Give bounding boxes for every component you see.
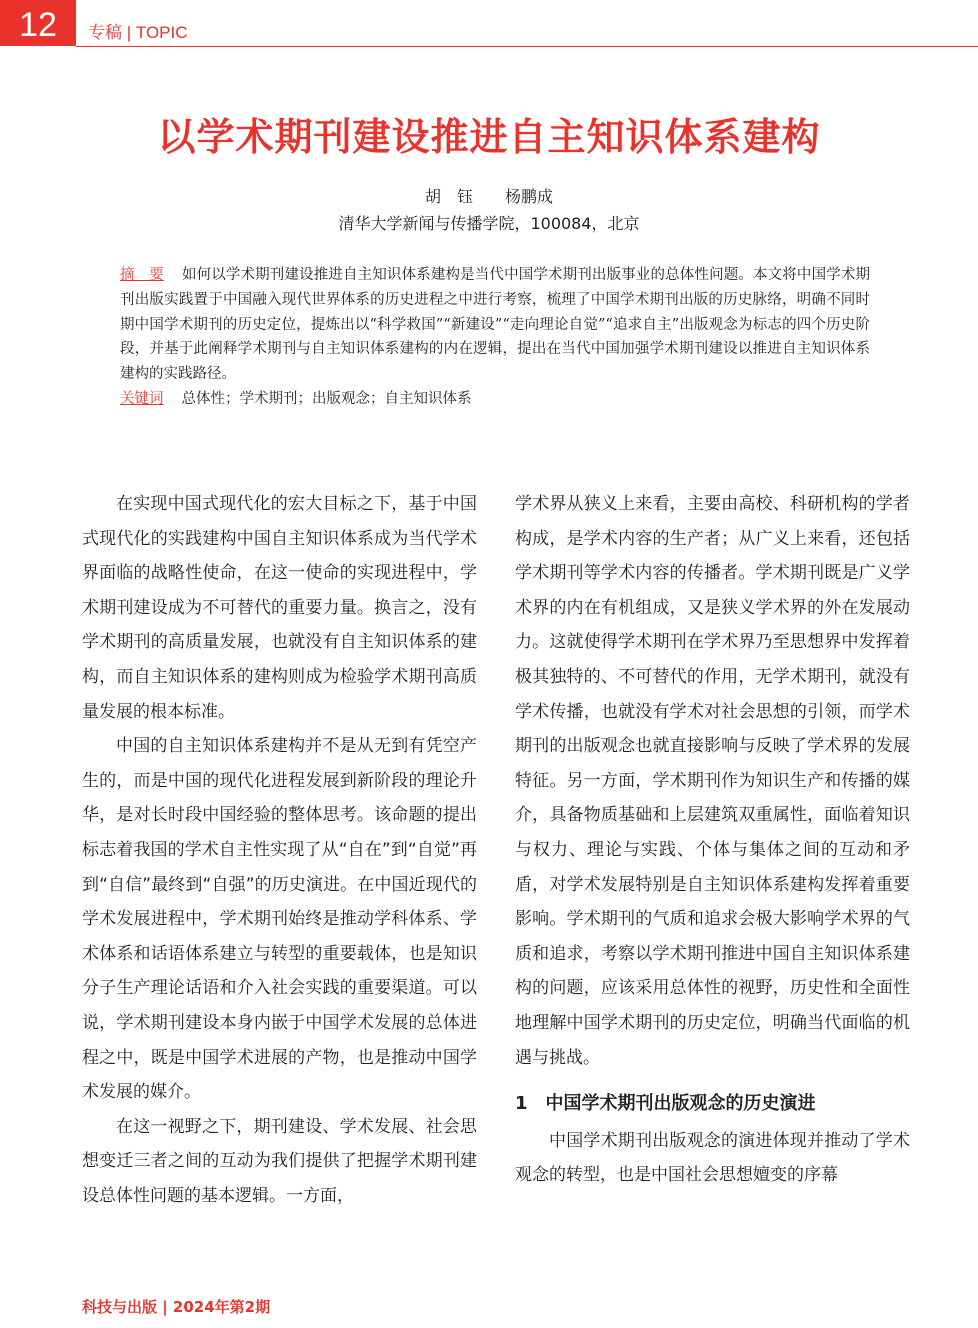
abstract-text: 如何以学术期刊建设推进自主知识体系建构是当代中国学术期刊出版事业的总体性问题。本文将中国学术期刊出版实践置于中国融入现代世界体系的历史进程之中进行考察，梳理了中国学术期刊出版的历史脉络，明确不同时期中国学术期刊的历史定位，提炼出以“科学救国”“新建设”“走向理论自觉”“追求自主”出版观念为标志的四个历史阶段，并基于此阐释学术期刊与自主知识体系建构的内在逻辑，提出在当代中国加强学术期刊建设以推进自主知识体系建构的实践路径。 [120,267,871,383]
keywords-label: 关键词 [120,390,164,407]
keywords-text: 总体性；学术期刊；出版观念；自主知识体系 [181,390,472,407]
page-number: 12 [0,0,76,46]
body-paragraph: 中国学术期刊出版观念的演进体现并推动了学术观念的转型，也是中国社会思想嬗变的序幕 [515,1130,910,1186]
body-paragraph: 学术界从狭义上来看，主要由高校、科研机构的学者构成，是学术内容的生产者；从广义上来看，还包括学术期刊等学术内容的传播者。学术期刊既是广义学术界的内在有机组成，又是狭义学术界的外在发展动力。这就使得学术期刊在学术界乃至思想界中发挥着极其独特的、不可替代的作用，无学术期刊，就没有学术传播，也就没有学术对社会思想的引领，而学术期刊的出版观念也就直接影响与反映了学术界的发展特征。另一方面，学术期刊作为知识生产和传播的媒介，具备物质基础和上层建筑双重属性，面临着知识与权力、理论与实践、个体与集体之间的互动和矛盾，对学术发展特别是自主知识体系建构发挥着重要影响。学术期刊的气质和追求会极大影响学术界的气质和追求，考察以学术期刊推进中国自主知识体系建构的问题，应该采用总体性的视野，历史性和全面性地理解中国学术期刊的历史定位，明确当代面临的机遇与挑战。 [515,494,910,1068]
body-paragraph: 在实现中国式现代化的宏大目标之下，基于中国式现代化的实践建构中国自主知识体系成为当代学术界面临的战略性使命，在这一使命的实现进程中，学术期刊建设成为不可替代的重要力量。换言之，没有学术期刊的高质量发展，也就没有自主知识体系的建构，而自主知识体系的建构则成为检验学术期刊高质量发展的根本标准。 [82,494,477,722]
authors: 胡 钰 杨鹏成 [424,187,553,206]
abstract-label: 摘 要 [120,267,164,283]
abstract-paragraph [120,263,870,387]
body-paragraph: 中国的自主知识体系建构并不是从无到有凭空产生的，而是中国的现代化进程发展到新阶段的理论升华，是对长时段中国经验的整体思考。该命题的提出标志着我国的学术自主性实现了从“自在”到“自觉”再到“自信”最终到“自强”的历史演进。在中国近现代的学术发展进程中，学术期刊始终是推动学科体系、学术体系和话语体系建立与转型的重要载体，也是知识分子生产理论话语和介入社会实践的重要渠道。可以说，学术期刊建设本身内嵌于中国学术发展的总体进程之中，既是中国学术进展的产物，也是推动中国学术发展的媒介。 [82,736,477,1103]
abstract [120,263,870,412]
header-divider [76,46,978,47]
article-title: 以学术期刊建设推进自主知识体系建构 [157,115,821,159]
right-column [515,487,910,1193]
section-heading: 1 中国学术期刊出版观念的历史演进 [515,1093,816,1115]
affiliation: 清华大学新闻与传播学院，100084，北京 [338,214,640,233]
footer-journal: 科技与出版 | 2024年第2期 [82,1298,271,1316]
left-column [82,487,477,1213]
body-paragraph: 在这一视野之下，期刊建设、学术发展、社会思想变迁三者之间的互动为我们提供了把握学术期刊建设总体性问题的基本逻辑。一方面， [82,1116,477,1206]
keywords [120,387,870,412]
section-label: 专稿 | TOPIC [88,23,188,42]
